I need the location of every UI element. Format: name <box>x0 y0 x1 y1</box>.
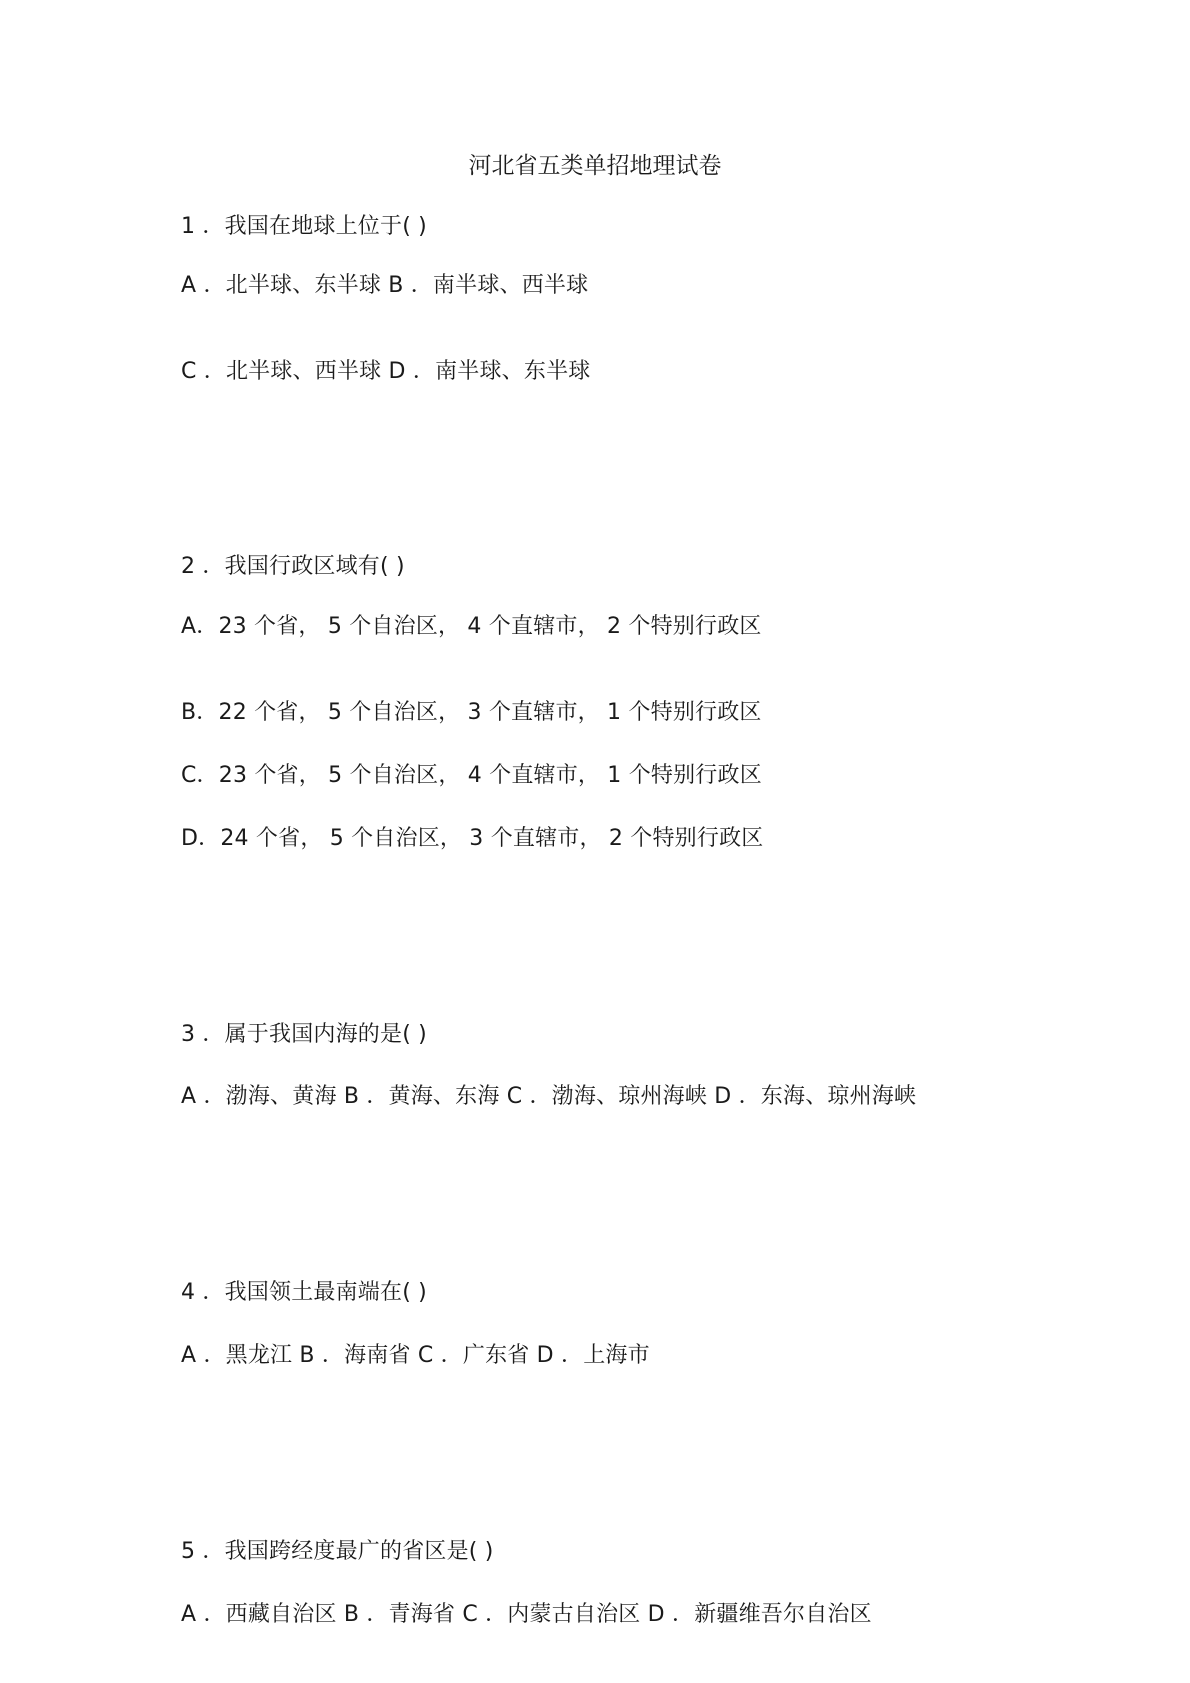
question-2-option-a: A．23 个省， 5 个自治区， 4 个直辖市， 2 个特别行政区 <box>181 614 762 639</box>
question-4-stem: 4 ．我国领土最南端在( ) <box>181 1280 427 1305</box>
page-title: 河北省五类单招地理试卷 <box>468 153 722 179</box>
question-5-stem: 5 ．我国跨经度最广的省区是( ) <box>181 1539 494 1564</box>
question-4-options: A ．黑龙江 B ．海南省 C ．广东省 D ．上海市 <box>181 1343 650 1368</box>
question-1-stem: 1 ．我国在地球上位于( ) <box>181 214 427 239</box>
question-5-options: A ．西藏自治区 B ．青海省 C ．内蒙古自治区 D ．新疆维吾尔自治区 <box>181 1602 872 1627</box>
question-3-options: A ．渤海、黄海 B ．黄海、东海 C ．渤海、琼州海峡 D ．东海、琼州海峡 <box>181 1084 917 1109</box>
question-2-stem: 2 ．我国行政区域有( ) <box>181 554 405 579</box>
question-1-option-line-1: A ．北半球、东半球 B ．南半球、西半球 <box>181 273 589 298</box>
question-2-option-d: D．24 个省， 5 个自治区， 3 个直辖市， 2 个特别行政区 <box>181 826 764 851</box>
question-2-option-b: B．22 个省， 5 个自治区， 3 个直辖市， 1 个特别行政区 <box>181 700 762 725</box>
question-2-option-c: C．23 个省， 5 个自治区， 4 个直辖市， 1 个特别行政区 <box>181 763 762 788</box>
question-1-option-line-2: C ．北半球、西半球 D ．南半球、东半球 <box>181 359 591 384</box>
question-3-stem: 3 ．属于我国内海的是( ) <box>181 1022 427 1047</box>
